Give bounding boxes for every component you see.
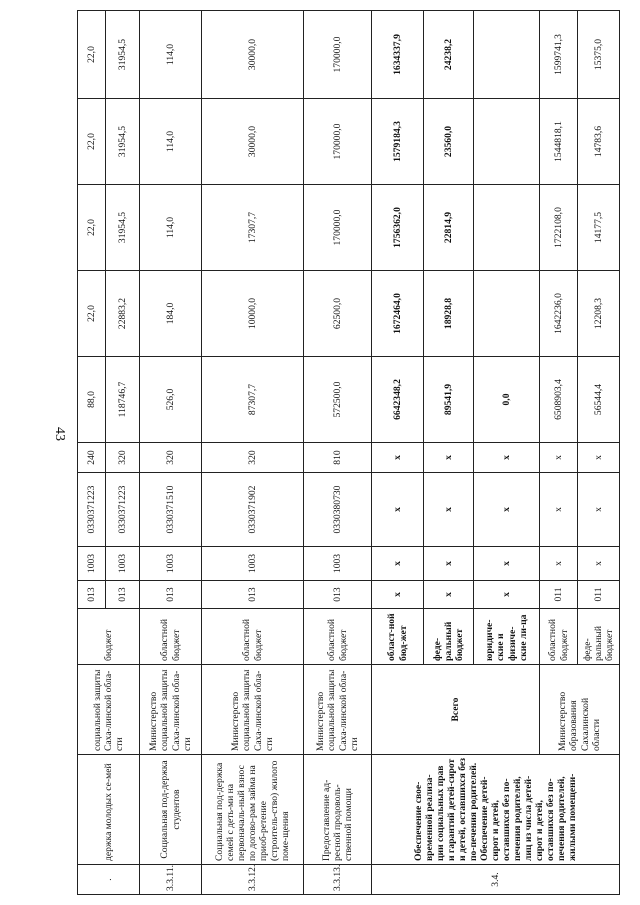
rotated-table-wrapper bbox=[77, 15, 622, 895]
code-grbs: 013 bbox=[78, 581, 106, 609]
value-year-3: 23560,0 bbox=[424, 99, 474, 185]
code-target: 0330371902 bbox=[202, 473, 304, 547]
funding-source: феде-ральный бюджет bbox=[424, 609, 474, 665]
value-year-2: 31954,5 bbox=[106, 185, 140, 271]
code-type: x bbox=[474, 443, 540, 473]
code-grbs: 011 bbox=[540, 581, 578, 609]
code-grbs: 013 bbox=[140, 581, 202, 609]
code-grbs: 013 bbox=[304, 581, 372, 609]
table-row bbox=[304, 11, 372, 895]
code-section: x bbox=[372, 547, 424, 581]
value-year-3 bbox=[474, 99, 540, 185]
responsible-org: Министерство социальной защиты Саха-линской обла-сти bbox=[140, 665, 202, 755]
code-target: x bbox=[424, 473, 474, 547]
value-total: 88,0 bbox=[78, 357, 106, 443]
budget-table bbox=[77, 10, 620, 895]
value-year-4: 1599741,3 bbox=[540, 11, 578, 99]
value-year-3: 22,0 bbox=[78, 99, 106, 185]
row-number: 3.3.11. bbox=[140, 865, 202, 895]
funding-source: областной бюджет bbox=[202, 609, 304, 665]
value-year-1: 18928,8 bbox=[424, 271, 474, 357]
code-target: 0330371223 bbox=[78, 473, 106, 547]
value-total: 6508903,4 bbox=[540, 357, 578, 443]
code-section: x bbox=[424, 547, 474, 581]
value-year-1: 12208,3 bbox=[578, 271, 620, 357]
value-year-4: 114,0 bbox=[140, 11, 202, 99]
funding-source: юридиче-ские и физиче-ские ли-ца bbox=[474, 609, 540, 665]
value-year-2: 114,0 bbox=[140, 185, 202, 271]
code-section: 1003 bbox=[106, 547, 140, 581]
value-year-2: 14177,5 bbox=[578, 185, 620, 271]
value-year-1: 1672464,0 bbox=[372, 271, 424, 357]
value-year-3: 114,0 bbox=[140, 99, 202, 185]
row-number: 3.4. bbox=[372, 865, 620, 895]
code-target: x bbox=[578, 473, 620, 547]
code-section: 1003 bbox=[78, 547, 106, 581]
value-year-3: 31954,5 bbox=[106, 99, 140, 185]
value-year-1 bbox=[474, 271, 540, 357]
value-year-4: 31954,5 bbox=[106, 11, 140, 99]
code-grbs: x bbox=[372, 581, 424, 609]
value-year-3: 1544818,1 bbox=[540, 99, 578, 185]
code-type: x bbox=[578, 443, 620, 473]
value-year-2: 17307,7 bbox=[202, 185, 304, 271]
value-total: 526,0 bbox=[140, 357, 202, 443]
value-year-2: 1722108,0 bbox=[540, 185, 578, 271]
value-total: 0,0 bbox=[474, 357, 540, 443]
code-type: x bbox=[540, 443, 578, 473]
code-type: 320 bbox=[140, 443, 202, 473]
value-year-2: 22814,9 bbox=[424, 185, 474, 271]
activity-description: держка молодых се-мей bbox=[78, 755, 140, 865]
value-year-3: 14783,6 bbox=[578, 99, 620, 185]
value-year-3: 170000,0 bbox=[304, 99, 372, 185]
code-type: 240 bbox=[78, 443, 106, 473]
funding-source: област-ной бюд-жет bbox=[372, 609, 424, 665]
code-type: 320 bbox=[202, 443, 304, 473]
activity-description: Обеспечение свое-временной реализа-ции социальных прав и гарантий детей-сирот и детей, оставшихся без по-печения родителей. Обеспечение детей-сирот и детей, оставшихся без по-печения родителей, лиц из числа детей-сирот и детей, оставшихся без по-печения родителей, жилыми помещени- bbox=[372, 755, 620, 865]
code-target: x bbox=[372, 473, 424, 547]
responsible-org: социальной защиты Саха-линской обла-сти bbox=[78, 665, 140, 755]
code-section: x bbox=[578, 547, 620, 581]
row-number: . bbox=[78, 865, 140, 895]
code-target: 0330380730 bbox=[304, 473, 372, 547]
code-type: 810 bbox=[304, 443, 372, 473]
page-number: 43 bbox=[52, 427, 67, 441]
funding-source: областной бюджет bbox=[140, 609, 202, 665]
funding-source: областной бюджет bbox=[540, 609, 578, 665]
value-total: 56544,4 bbox=[578, 357, 620, 443]
responsible-org: Министерство социальной защиты Саха-линской обла-сти bbox=[202, 665, 304, 755]
value-year-4 bbox=[474, 11, 540, 99]
code-grbs: 011 bbox=[578, 581, 620, 609]
value-year-4: 15375,0 bbox=[578, 11, 620, 99]
row-number: 3.3.12. bbox=[202, 865, 304, 895]
code-section: 1003 bbox=[304, 547, 372, 581]
value-year-3: 1579184,3 bbox=[372, 99, 424, 185]
value-total: 87307,7 bbox=[202, 357, 304, 443]
code-target: x bbox=[540, 473, 578, 547]
row-number: 3.3.13. bbox=[304, 865, 372, 895]
code-section: 1003 bbox=[202, 547, 304, 581]
code-type: 320 bbox=[106, 443, 140, 473]
code-target: 0330371223 bbox=[106, 473, 140, 547]
value-year-4: 24238,2 bbox=[424, 11, 474, 99]
value-year-4: 1634337,9 bbox=[372, 11, 424, 99]
code-grbs: x bbox=[424, 581, 474, 609]
value-total: 6642348,2 bbox=[372, 357, 424, 443]
funding-source: бюджет bbox=[78, 609, 140, 665]
value-year-1: 1642236,0 bbox=[540, 271, 578, 357]
activity-description: Предоставление ад-ресной продоволь-ственной помощи bbox=[304, 755, 372, 865]
value-total: 89541,9 bbox=[424, 357, 474, 443]
value-year-4: 30000,0 bbox=[202, 11, 304, 99]
value-year-4: 22,0 bbox=[78, 11, 106, 99]
value-year-1: 184,0 bbox=[140, 271, 202, 357]
value-total: 118746,7 bbox=[106, 357, 140, 443]
code-target: x bbox=[474, 473, 540, 547]
value-year-4: 170000,0 bbox=[304, 11, 372, 99]
activity-description: Социальная под-держка семей с деть-ми на первоначаль-ный взнос по догово-рам займа на приоб-ретение (строитель-ство) жилого поме-щения bbox=[202, 755, 304, 865]
value-year-1: 22883,2 bbox=[106, 271, 140, 357]
code-type: x bbox=[372, 443, 424, 473]
value-year-1: 62500,0 bbox=[304, 271, 372, 357]
value-total: 572500,0 bbox=[304, 357, 372, 443]
value-year-3: 30000,0 bbox=[202, 99, 304, 185]
funding-source: областной бюджет bbox=[304, 609, 372, 665]
table-row bbox=[372, 11, 424, 895]
table-row bbox=[78, 11, 106, 895]
code-grbs: 013 bbox=[202, 581, 304, 609]
table-row bbox=[140, 11, 202, 895]
code-type: x bbox=[424, 443, 474, 473]
code-section: x bbox=[540, 547, 578, 581]
total-label: Всего bbox=[372, 665, 540, 755]
responsible-org: Министерство социальной защиты Саха-линской обла-сти bbox=[304, 665, 372, 755]
value-year-2: 1756362,0 bbox=[372, 185, 424, 271]
responsible-org: Министерство образования Сахалинской области bbox=[540, 665, 620, 755]
table-row bbox=[202, 11, 304, 895]
value-year-1: 22,0 bbox=[78, 271, 106, 357]
value-year-2: 22,0 bbox=[78, 185, 106, 271]
code-grbs: x bbox=[474, 581, 540, 609]
value-year-2 bbox=[474, 185, 540, 271]
value-year-2: 170000,0 bbox=[304, 185, 372, 271]
funding-source: феде-ральный бюджет bbox=[578, 609, 620, 665]
code-section: x bbox=[474, 547, 540, 581]
code-target: 0330371510 bbox=[140, 473, 202, 547]
code-grbs: 013 bbox=[106, 581, 140, 609]
activity-description: Социальная под-держка студентов bbox=[140, 755, 202, 865]
value-year-1: 10000,0 bbox=[202, 271, 304, 357]
code-section: 1003 bbox=[140, 547, 202, 581]
